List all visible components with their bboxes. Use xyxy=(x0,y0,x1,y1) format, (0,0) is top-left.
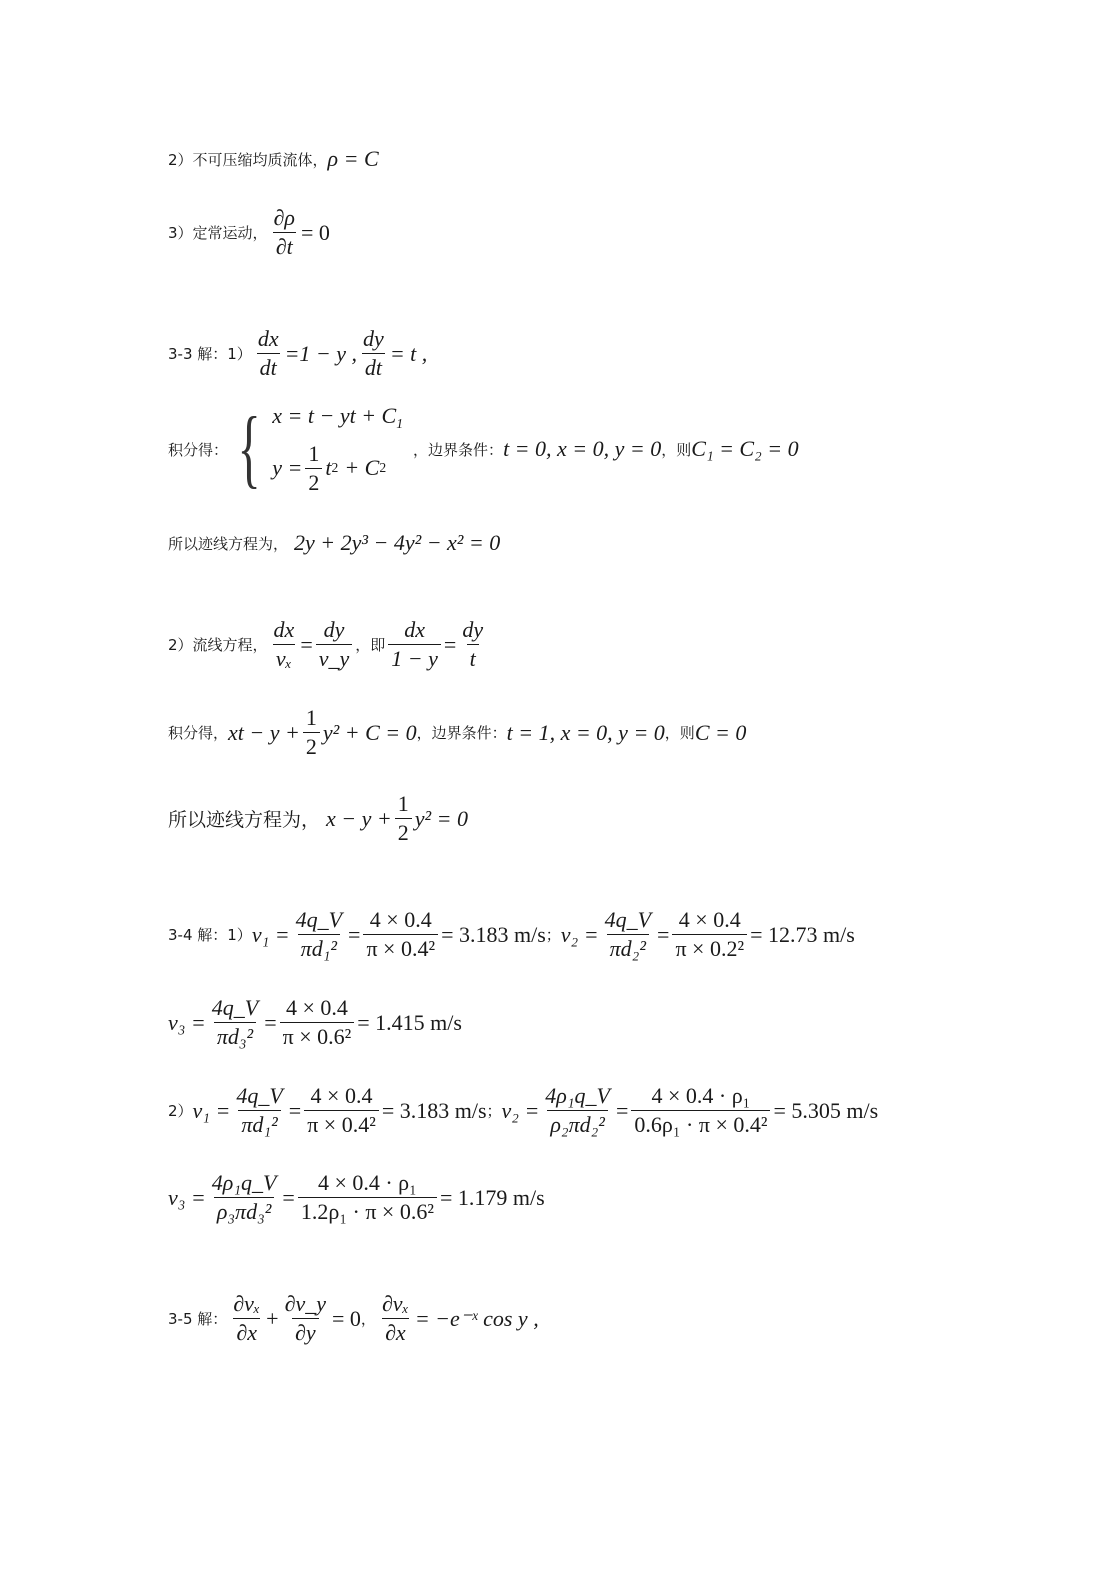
v3-lhs: v₃ = xyxy=(168,1009,206,1035)
system-equation-2: y = $\frac{1}{2}$ t 2 + C 2 xyxy=(272,440,387,495)
v3-lhs: v₃ = xyxy=(168,1184,206,1210)
fraction-half xyxy=(305,442,322,495)
fraction-numerator: ∂v_y xyxy=(284,1291,326,1316)
equation-rhs: =1 − y , xyxy=(284,340,358,366)
system-equation-1: x = t − yt + $C_1$ xyxy=(272,403,404,431)
fraction-dx-dt xyxy=(255,327,282,380)
fraction-dvx-dx xyxy=(230,1292,263,1345)
fraction-v3-formula xyxy=(209,1171,280,1224)
line-label: 2） xyxy=(168,1102,193,1121)
fraction-denominator: v_y xyxy=(316,644,353,671)
fraction-numerator: 1 xyxy=(305,705,317,730)
line-3-5 xyxy=(168,1292,539,1345)
equation-lhs: x − y + xyxy=(326,805,392,831)
line-steady-motion xyxy=(168,206,330,259)
fraction-numerator: 1 xyxy=(308,440,320,466)
fraction-numerator: 4 × 0.4 · ρ₁ xyxy=(317,1170,417,1195)
fraction-v1-values xyxy=(363,908,438,961)
fraction-half xyxy=(303,706,320,759)
fraction-denominator: ρ₂πd₂² xyxy=(547,1110,607,1137)
fraction-dy-t xyxy=(459,618,486,671)
ie-label: ，即 xyxy=(355,636,386,655)
fraction-numerator: 4 × 0.4 xyxy=(678,907,741,932)
line-label: 所以迹线方程为， xyxy=(168,809,321,832)
fraction-numerator: 4q_V xyxy=(295,907,343,932)
fraction-half xyxy=(395,792,412,845)
line-3-4-v3: v₃ = $\frac{4q\_V}{\text{πd₃²}}$ = $\frac{4 \times 0.4}{\text{π × 0.6²}}$ = 1.415 m/s xyxy=(168,995,462,1050)
fraction-numerator: dy xyxy=(462,617,484,642)
fraction-numerator: ∂vₓ xyxy=(233,1291,261,1316)
line-label: 3）定常运动， xyxy=(168,224,268,243)
v2-lhs: v₂ = xyxy=(501,1097,540,1123)
fraction-denominator: 1 − y xyxy=(388,644,441,671)
line-label: 积分得， xyxy=(168,724,229,743)
partial-fraction xyxy=(271,206,298,259)
fraction-dy-vy xyxy=(316,618,353,671)
fraction-dvy-dy xyxy=(282,1292,329,1345)
constant-result: C = 0 xyxy=(694,719,747,745)
v2-result: = 5.305 m/s xyxy=(773,1097,879,1123)
fraction-v3-formula xyxy=(209,996,261,1049)
fraction-numerator: dx xyxy=(273,617,295,642)
fraction-denominator: ∂x xyxy=(382,1318,409,1345)
line-label: 所以迹线方程为， xyxy=(168,534,289,553)
fraction-dx-1-y xyxy=(388,618,441,671)
v1-result: = 3.183 m/s xyxy=(441,921,546,947)
fraction-numerator: 4ρ₁q_V xyxy=(545,1083,610,1108)
line-label: 2）流线方程， xyxy=(168,636,268,655)
fraction-numerator: 4q_V xyxy=(236,1083,283,1108)
left-brace: { xyxy=(237,400,261,498)
fraction-v3-values xyxy=(298,1171,437,1224)
fraction-denominator: ∂x xyxy=(233,1318,260,1345)
separator: ； xyxy=(486,1102,502,1121)
separator: ， xyxy=(360,1310,376,1329)
fraction-dy-dt xyxy=(360,327,387,380)
separator: ； xyxy=(545,926,561,945)
fraction-v1-formula xyxy=(233,1084,285,1137)
bc-label: ，边界条件： xyxy=(416,724,507,743)
line-label: 3-3 解：1） xyxy=(168,345,252,364)
fraction-numerator: 4 × 0.4 xyxy=(369,907,432,932)
plus-sign: + xyxy=(266,1305,279,1331)
equation: ρ = C xyxy=(327,146,379,171)
fraction-numerator: 4q_V xyxy=(604,907,652,932)
fraction-dx-vx xyxy=(271,618,298,671)
constants-result: C₁ = C₂ = 0 xyxy=(691,436,799,462)
fraction-numerator: ∂ρ xyxy=(273,205,295,230)
fraction-denominator: 2 xyxy=(395,818,412,845)
fraction-numerator: 4ρ₁q_V xyxy=(211,1170,277,1195)
v1-lhs: v₁ = xyxy=(251,921,290,947)
fraction-numerator: dy xyxy=(323,617,345,642)
fraction-v1-formula xyxy=(293,908,345,961)
fraction-dvx-dx-2 xyxy=(379,1292,412,1345)
equation-rest: y² + C = 0 xyxy=(322,719,417,745)
fraction-numerator: dy xyxy=(363,326,384,351)
fraction-numerator: ∂vₓ xyxy=(381,1291,409,1316)
equation: 2y + 2y³ − 4y² − x² = 0 xyxy=(294,530,501,555)
v2-result: = 12.73 m/s xyxy=(750,921,855,947)
equation-rest: y² = 0 xyxy=(414,805,468,831)
fraction-denominator: ∂y xyxy=(292,1318,319,1345)
v2-lhs: v₂ = xyxy=(560,921,599,947)
fraction-numerator: 4 × 0.4 xyxy=(310,1083,373,1108)
fraction-denominator: π × 0.4² xyxy=(304,1110,379,1137)
fraction-v1-values xyxy=(304,1084,379,1137)
fraction-denominator: πd₂² xyxy=(607,934,649,961)
fraction-v2-values xyxy=(631,1084,770,1137)
fraction-denominator: π × 0.2² xyxy=(672,934,747,961)
equals-zero: = 0 xyxy=(332,1305,361,1331)
fraction-denominator: 0.6ρ₁ · π × 0.4² xyxy=(631,1110,770,1137)
fraction-numerator: dx xyxy=(257,326,279,351)
fraction-denominator: vₓ xyxy=(273,644,295,671)
fraction-denominator: πd₁² xyxy=(298,934,340,961)
line-label: 积分得： xyxy=(168,440,229,459)
v3-result: = 1.179 m/s xyxy=(439,1184,545,1210)
line-streamline: 2）流线方程， $\frac{dx}{\text{vₓ}}$ = $\frac{dy}{v\_y}$ ，即 $\frac{dx}{1 - y}$ = $\frac{dy}{t}$ xyxy=(168,618,489,671)
line-label: 3-4 解：1） xyxy=(168,926,252,945)
fraction-v2-formula xyxy=(542,1084,613,1137)
line-pathline-1 xyxy=(168,530,500,556)
line-integration-system xyxy=(168,400,799,498)
fraction-denominator: 2 xyxy=(303,732,320,759)
bc-label: ，边界条件： xyxy=(413,440,504,459)
equation-rhs: = 0 xyxy=(300,219,330,245)
fraction-v2-formula xyxy=(602,908,654,961)
equation-lhs: xt − y + xyxy=(228,719,300,745)
line-pathline-2 xyxy=(168,792,468,845)
line-integration-2 xyxy=(168,706,746,759)
then-label: ，则 xyxy=(661,440,692,459)
line-3-4-part2: 2） v₁ = $\frac{4q\_V}{\text{πd₁²}}$ = $\frac{4 \times 0.4}{\text{π × 0.4²}}$ = 3.183 m/s ； v₂ = $\frac{\text{4ρ₁q\_V}}{\text{ρ₂πd₂²}}$ = $\frac{\text{4 × 0.4 · ρ₁}}{\text{0.6ρ₁ · π × 0.4²}}$ = 5.305 m/s xyxy=(168,1083,879,1138)
fraction-v3-values xyxy=(280,996,355,1049)
fraction-denominator: 2 xyxy=(305,468,322,495)
fraction-denominator: πd₃² xyxy=(214,1022,256,1049)
boundary-conditions: t = 1, x = 0, y = 0 xyxy=(506,719,665,745)
fraction-numerator: dx xyxy=(404,617,425,642)
line-3-4-part1: 3-4 解：1） v₁ = $\frac{4q\_V}{\text{πd₁²}}$ = $\frac{4 \times 0.4}{\text{π × 0.4²}}$ = 3.183 m/s ； v₂ = $\frac{4q\_V}{\text{πd₂²}}$ = $\frac{4 \times 0.4}{\text{π × 0.2²}}$ = 12.73 m/s xyxy=(168,907,855,962)
line-3-4-v3-part2: v₃ = $\frac{\text{4ρ₁q\_V}}{\text{ρ₃πd₃²}}$ = $\frac{\text{4 × 0.4 · ρ₁}}{\text{1.2ρ₁ · π × 0.6²}}$ = 1.179 m/s xyxy=(168,1170,545,1225)
fraction-denominator: ∂t xyxy=(273,232,296,259)
boundary-conditions: t = 0, x = 0, y = 0 xyxy=(503,436,662,462)
fraction-denominator: dt xyxy=(362,353,385,380)
fraction-numerator: 4q_V xyxy=(211,995,259,1020)
equation-system xyxy=(272,403,403,495)
equation-rhs: = −e⁻ˣ cos y , xyxy=(414,1305,539,1331)
line-incompressible xyxy=(168,146,379,172)
fraction-denominator: dt xyxy=(257,353,280,380)
fraction-denominator: π × 0.4² xyxy=(363,934,438,961)
then-label: ，则 xyxy=(664,724,695,743)
fraction-denominator: 1.2ρ₁ · π × 0.6² xyxy=(298,1197,437,1224)
fraction-denominator: t xyxy=(467,644,479,671)
fraction-numerator: 1 xyxy=(397,791,409,816)
equation-rhs: = t , xyxy=(389,340,428,366)
v1-lhs: v₁ = xyxy=(192,1097,231,1123)
v1-result: = 3.183 m/s xyxy=(381,1097,487,1123)
fraction-denominator: π × 0.6² xyxy=(280,1022,355,1049)
fraction-denominator: ρ₃πd₃² xyxy=(214,1197,274,1224)
fraction-numerator: 4 × 0.4 xyxy=(285,995,348,1020)
line-3-3-velocity xyxy=(168,327,427,380)
line-label: 2）不可压缩均质流体， xyxy=(168,150,328,169)
line-label: 3-5 解： xyxy=(168,1310,228,1329)
fraction-v2-values xyxy=(672,908,747,961)
v3-result: = 1.415 m/s xyxy=(357,1009,462,1035)
fraction-denominator: πd₁² xyxy=(238,1110,280,1137)
fraction-numerator: 4 × 0.4 · ρ₁ xyxy=(651,1083,751,1108)
